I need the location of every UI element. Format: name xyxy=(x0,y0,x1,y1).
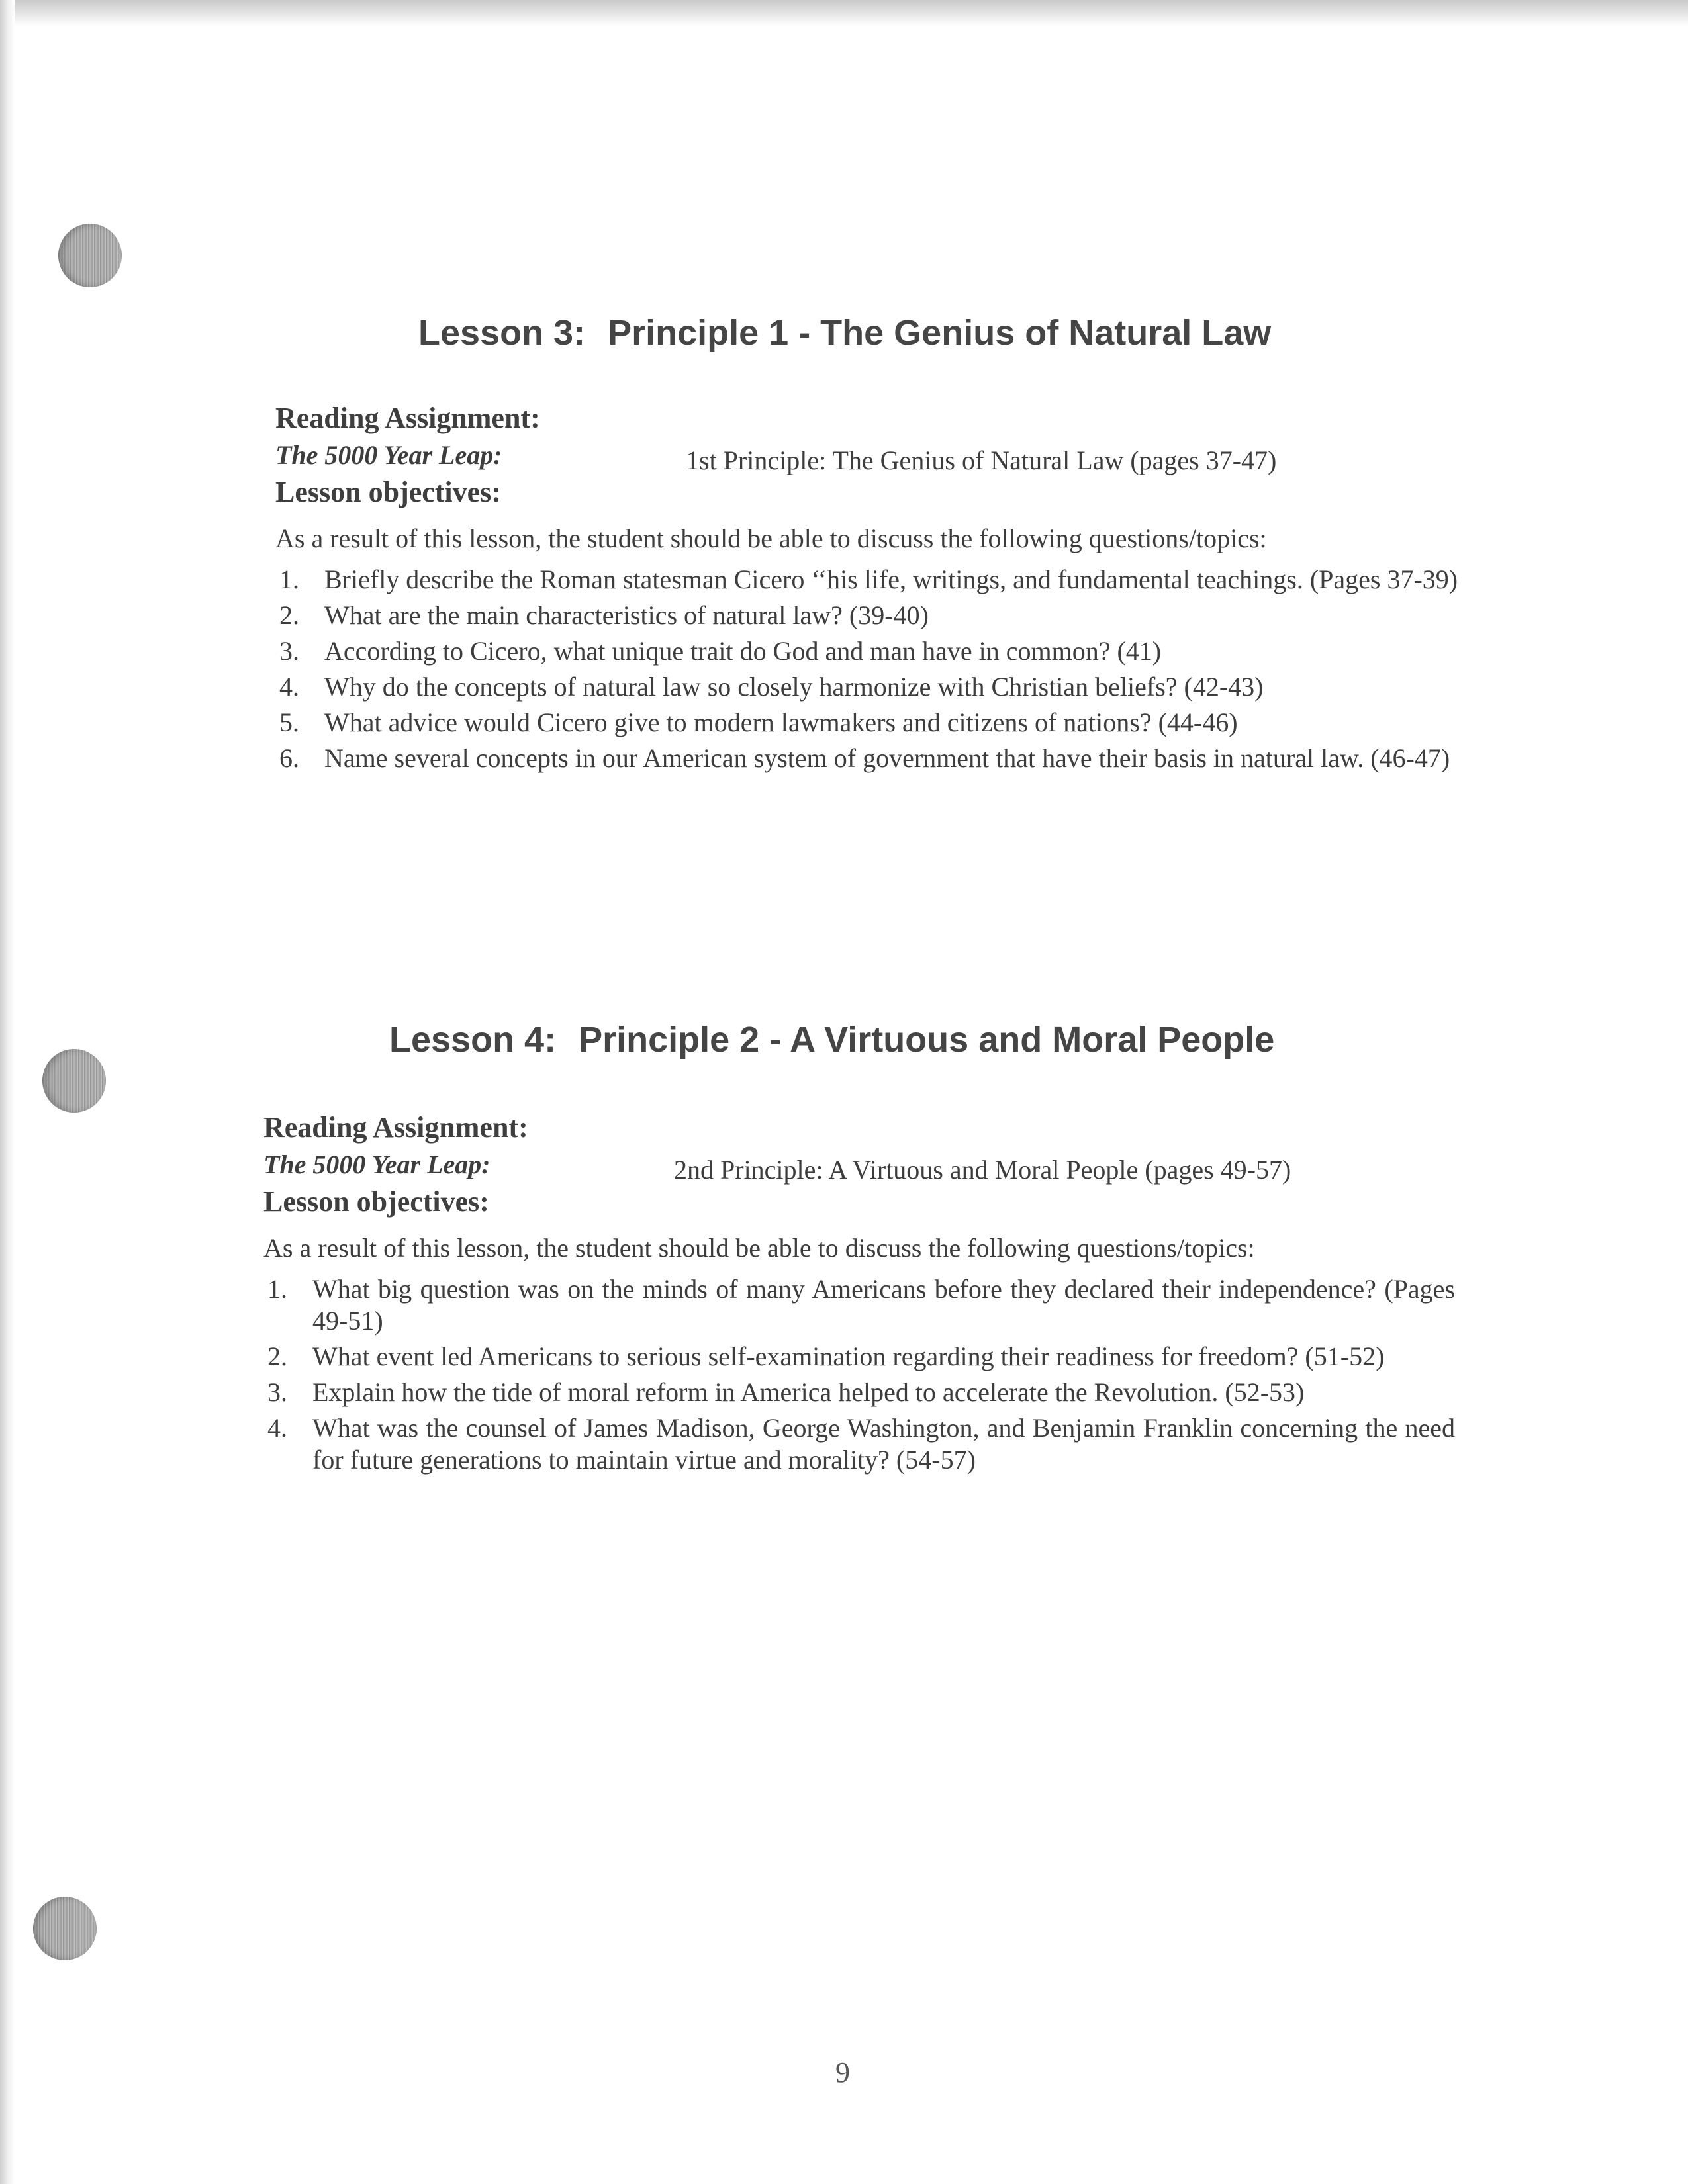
lesson-3-heading xyxy=(418,312,1271,353)
scan-edge-left xyxy=(0,0,15,2184)
lesson-3-book-title: The 5000 Year Leap: xyxy=(275,440,502,470)
list-item: 1. Briefly describe the Roman statesman Cicero ‘‘his life, writings, and fundamental teachings. (Pages 37-39) xyxy=(279,565,1458,594)
list-item: 4. What was the counsel of James Madison, George Washington, and Benjamin Franklin concerning the need for future generations to maintain virtue and morality? (54-57) xyxy=(267,1413,1455,1475)
lesson-4-heading xyxy=(389,1019,1274,1060)
lesson-3-number: Lesson 3: xyxy=(418,313,586,353)
list-item: 2. What are the main characteristics of natural law? (39-40) xyxy=(279,600,929,630)
lesson-3-objectives-label: Lesson objectives: xyxy=(275,476,501,508)
page-number: 9 xyxy=(835,2056,850,2089)
lesson-4-body xyxy=(263,1109,1455,1480)
list-item: 5. What advice would Cicero give to modern lawmakers and citizens of nations? (44-46) xyxy=(279,707,1238,737)
lesson-4-reading-row xyxy=(263,1146,1455,1183)
list-item: 2. What event led Americans to serious self-examination regarding their readiness for freedom? (51-52) xyxy=(267,1342,1385,1371)
list-item: 3. According to Cicero, what unique trait do God and man have in common? (41) xyxy=(279,636,1162,666)
lesson-3-reading-label: Reading Assignment: xyxy=(275,402,540,434)
lesson-4-title: Principle 2 - A Virtuous and Moral People xyxy=(579,1020,1275,1060)
lesson-4-objectives-list xyxy=(263,1273,1455,1476)
lesson-4-intro: As a result of this lesson, the student should be able to discuss the following questions/topics: xyxy=(263,1233,1255,1263)
lesson-3-reading-row xyxy=(275,437,1467,474)
binder-hole-middle xyxy=(42,1049,106,1113)
lesson-3-intro: As a result of this lesson, the student should be able to discuss the following questions/topics: xyxy=(275,523,1267,553)
lesson-3-reading-pages: 1st Principle: The Genius of Natural Law (pages 37-47) xyxy=(686,445,1277,475)
scan-edge-top xyxy=(0,0,1688,26)
list-item: 4. Why do the concepts of natural law so closely harmonize with Christian beliefs? (42-43) xyxy=(279,672,1264,702)
lesson-3-body xyxy=(275,400,1467,778)
lesson-3-title: Principle 1 - The Genius of Natural Law xyxy=(608,313,1272,353)
list-item: 3. Explain how the tide of moral reform in America helped to accelerate the Revolution. (52-53) xyxy=(267,1377,1305,1407)
lesson-3-objectives-list xyxy=(275,564,1467,774)
list-item: 1. What big question was on the minds of many Americans before they declared their independence? (Pages 49-51) xyxy=(267,1274,1455,1336)
lesson-4-book-title: The 5000 Year Leap: xyxy=(263,1150,491,1179)
lesson-4-reading-label: Reading Assignment: xyxy=(263,1111,528,1144)
binder-hole-bottom xyxy=(33,1897,97,1960)
lesson-4-number: Lesson 4: xyxy=(389,1020,557,1060)
lesson-4-objectives-label: Lesson objectives: xyxy=(263,1185,489,1218)
list-item: 6. Name several concepts in our American system of government that have their basis in natural law. (46-47) xyxy=(279,743,1450,773)
binder-hole-top xyxy=(58,224,122,287)
lesson-4-reading-pages: 2nd Principle: A Virtuous and Moral People (pages 49-57) xyxy=(674,1155,1291,1185)
